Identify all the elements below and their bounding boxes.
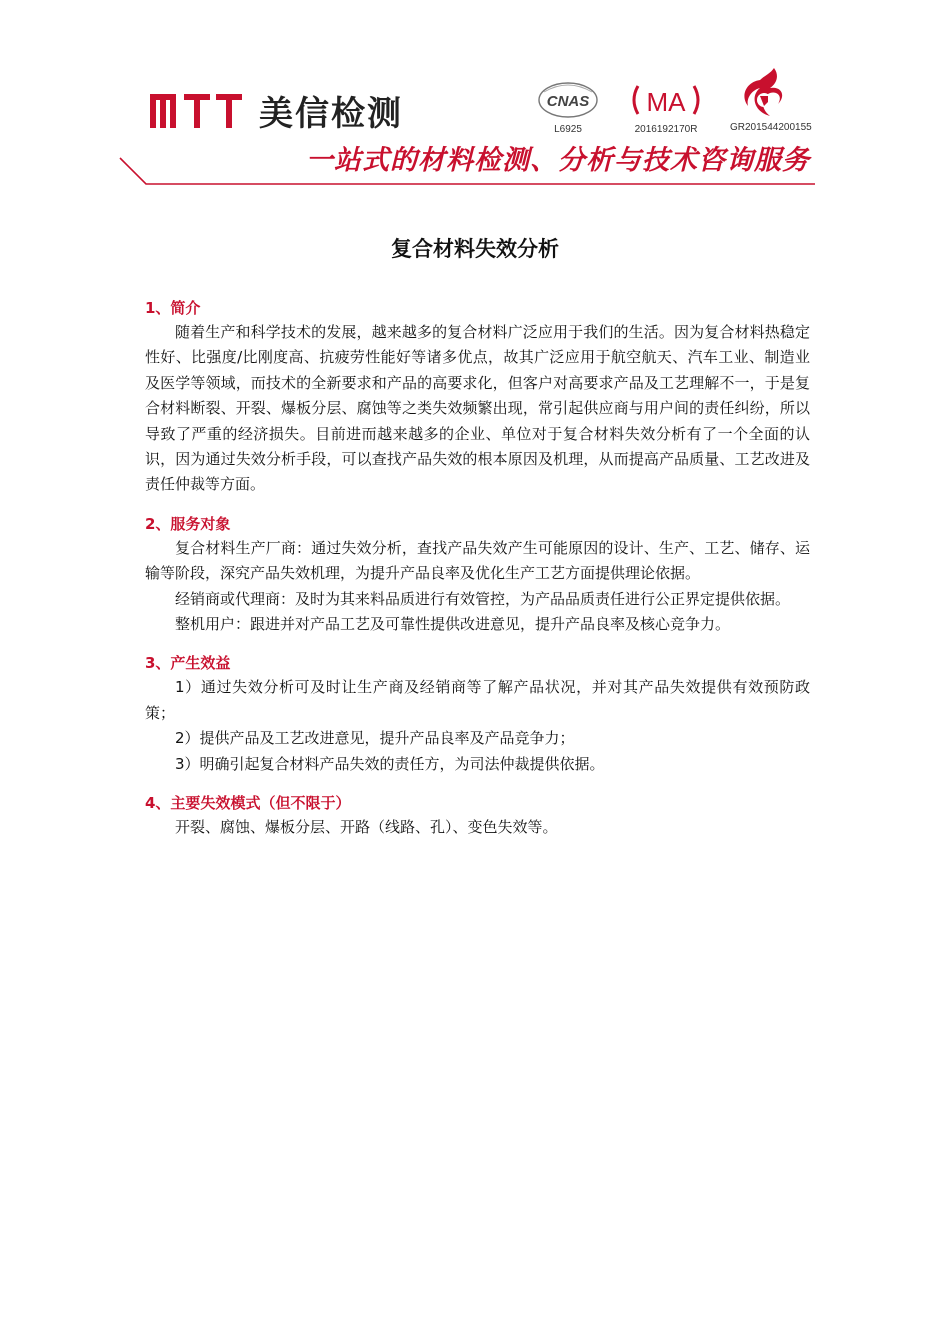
section-heading: 1、简介 [145, 299, 201, 317]
section-benefits [145, 651, 810, 777]
svg-text:CNAS: CNAS [546, 93, 590, 110]
section-service-targets [145, 512, 810, 638]
cnas-code: L6925 [554, 124, 582, 135]
section-paragraph: 整机用户：跟进并对产品工艺及可靠性提供改进意见，提升产品良率及核心竞争力。 [175, 615, 731, 634]
section-paragraph: 1）通过失效分析可及时让生产商及经销商等了解产品状况，并对其产品失效提供有效预防政策； [145, 678, 810, 722]
section-heading: 4、主要失效模式（但不限于） [145, 794, 351, 813]
cnas-badge [536, 80, 600, 136]
section-failure-modes [145, 791, 810, 840]
high-tech-badge [730, 66, 810, 134]
page-header [0, 0, 950, 200]
svg-text:MA: MA [646, 87, 686, 117]
section-heading: 2、服务对象 [145, 514, 231, 533]
mtt-logo-mark [150, 92, 245, 130]
high-tech-code: GR201544200155 [730, 122, 812, 133]
section-paragraph: 3）明确引起复合材料产品失效的责任方，为司法仲裁提供依据。 [175, 754, 605, 773]
document-body [145, 296, 810, 855]
document-title: 复合材料失效分析 [391, 237, 559, 261]
section-paragraph: 随着生产和科学技术的发展，越来越多的复合材料广泛应用于我们的生活。因为复合材料热稳定性好、比强度/比刚度高、抗疲劳性能好等诸多优点，故其广泛应用于航空航天、汽车工业、制造业及医学等领域，而技术的全新要求和产品的高要求化，但客户对高要求产品及工艺理解不一，于是复合材料断裂、开裂、爆板分层、腐蚀等之类失效频繁出现，常引起供应商与用户间的责任纠纷，所以导致了严重的经济损失。目前进而越来越多的企业、单位对于复合材料失效分析有了一个全面的认识，因为通过失效分析手段，可以查找产品失效的根本原因及机理，从而提高产品质量、工艺改进及责任仲裁等方面。 [145, 323, 810, 494]
section-heading: 3、产生效益 [145, 654, 231, 673]
high-tech-enterprise-icon [730, 66, 810, 120]
brand-logo [150, 86, 403, 135]
section-paragraph: 2）提供产品及工艺改进意见，提升产品良率及产品竞争力； [175, 729, 575, 748]
section-paragraph: 开裂、腐蚀、爆板分层、开路（线路、孔）、变色失效等。 [175, 818, 558, 837]
section-paragraph: 经销商或代理商：及时为其来料品质进行有效管控，为产品品质责任进行公正界定提供依据。 [175, 589, 791, 608]
brand-name: 美信检测 [259, 94, 403, 134]
section-paragraph: 复合材料生产厂商：通过失效分析，查找产品失效产生可能原因的设计、生产、工艺、储存、运输等阶段，深究产品失效机理，为提升产品良率及优化生产工艺方面提供理论依据。 [145, 538, 810, 583]
cma-badge-icon [624, 80, 708, 120]
cma-code: 2016192170R [634, 124, 698, 135]
cnas-badge-icon [536, 80, 600, 120]
cma-badge [624, 80, 708, 136]
company-slogan: 一站式的材料检测、分析与技术咨询服务 [306, 145, 810, 176]
section-introduction [145, 296, 810, 498]
